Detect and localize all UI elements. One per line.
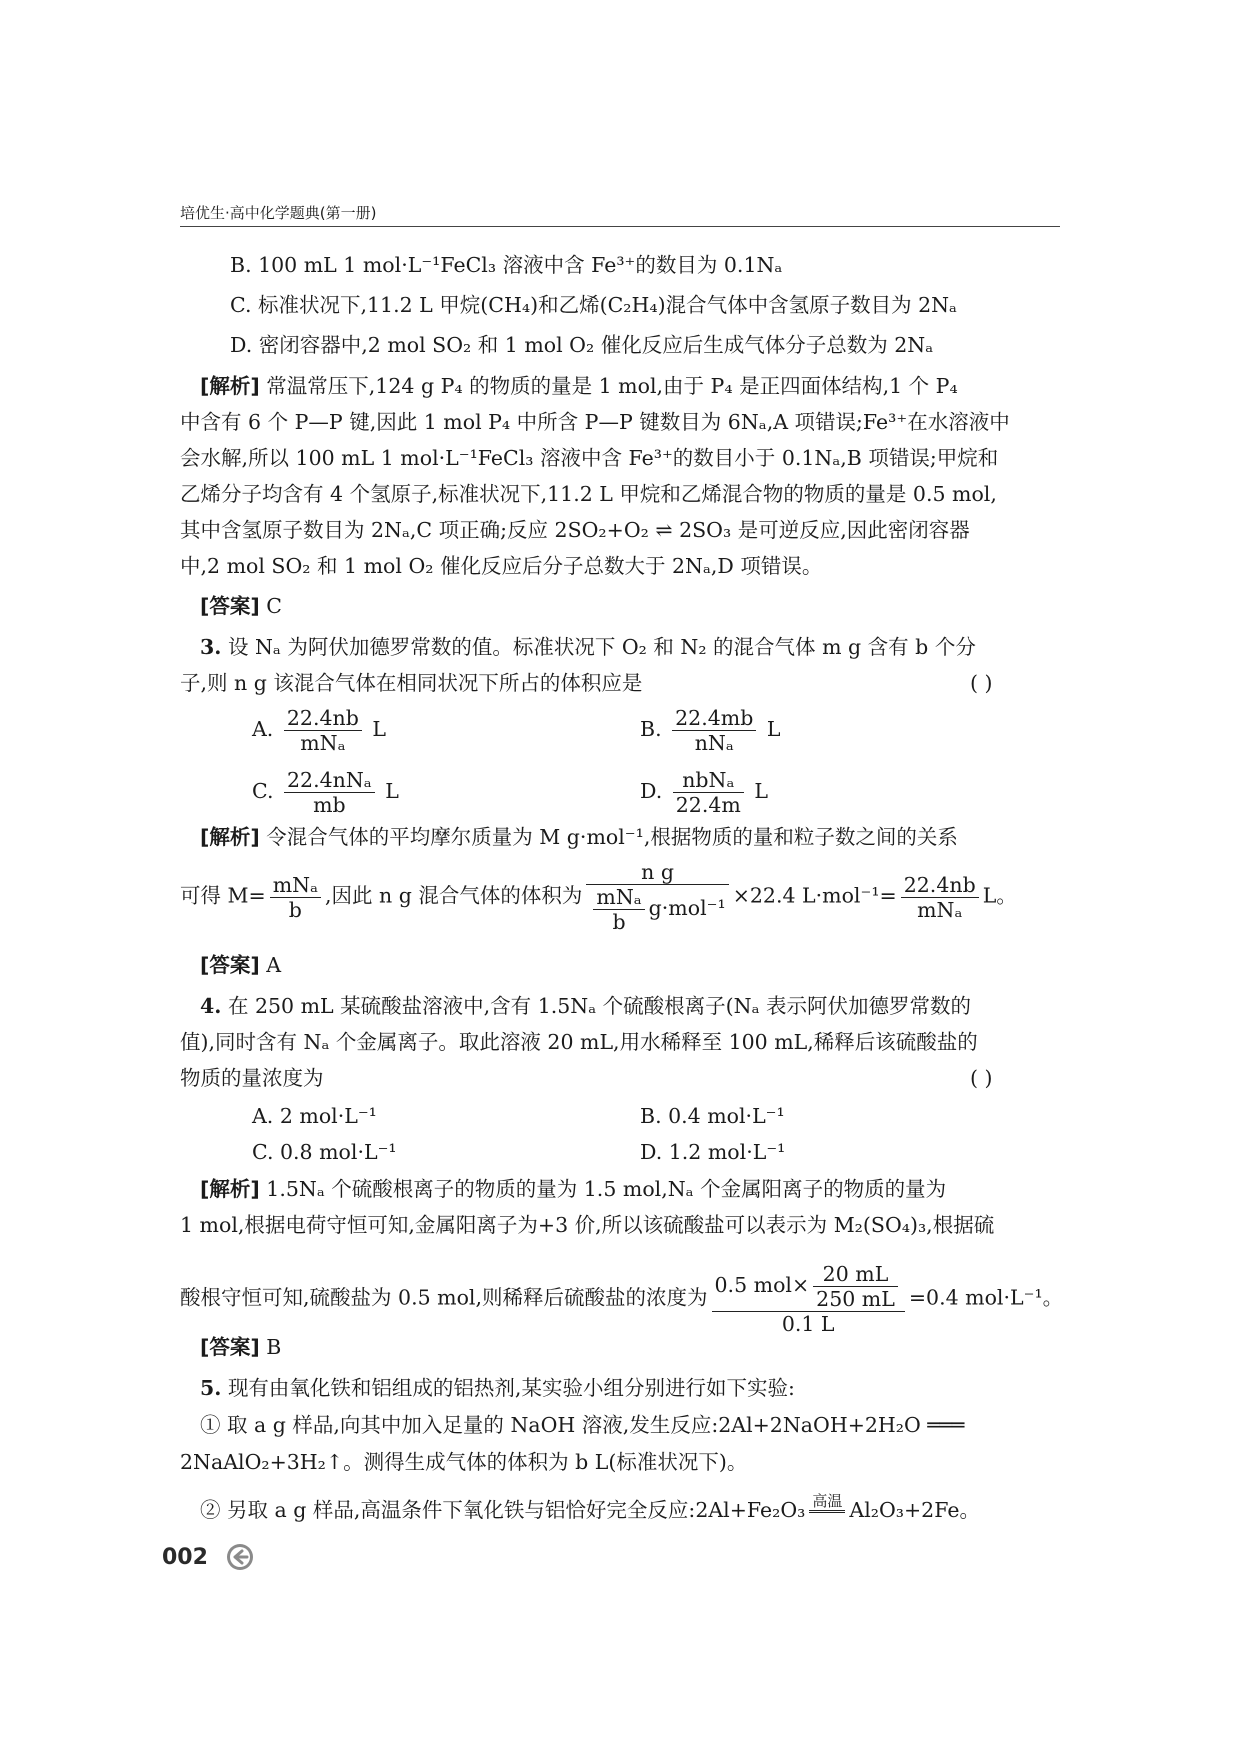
q4-option-a: A. 2 mol·L⁻¹ xyxy=(252,1104,377,1128)
reaction-condition xyxy=(809,1492,845,1531)
unit: g·mol⁻¹ xyxy=(648,896,726,920)
text: ×22.4 L·mol⁻¹= xyxy=(732,883,897,908)
denominator: b xyxy=(612,910,626,934)
option-label: C. xyxy=(252,779,274,803)
spacer xyxy=(809,1513,845,1531)
text: 可得 M= xyxy=(180,883,266,908)
condition-label: 高温 xyxy=(809,1492,845,1513)
fraction xyxy=(284,768,375,817)
q3-analysis-text: 令混合气体的平均摩尔质量为 M g·mol⁻¹,根据物质的量和粒子数之间的关系 xyxy=(266,825,958,849)
q5-stem xyxy=(200,1373,795,1403)
denominator: 0.1 L xyxy=(781,1312,835,1336)
inner-fraction xyxy=(593,885,644,934)
q5-step-1-line-2: 2NaAlO₂+3H₂↑。测得生成气体的体积为 b L(标准状况下)。 xyxy=(180,1450,748,1474)
q3-analysis-line-2 xyxy=(180,860,1017,934)
q5-number: 5. xyxy=(200,1376,222,1400)
unit: L xyxy=(754,779,769,803)
numerator: mNₐ xyxy=(593,885,644,910)
q3-option-b xyxy=(640,706,781,755)
complex-fraction xyxy=(586,860,728,934)
q2-answer-value: C xyxy=(266,594,282,618)
denominator: mNₐ xyxy=(917,897,963,922)
numerator: nbNₐ xyxy=(673,768,744,793)
q3-stem-text: 设 Nₐ 为阿伏加德罗常数的值。标准状况下 O₂ 和 N₂ 的混合气体 m g 含有 b 个分 xyxy=(227,635,976,659)
q3-option-c xyxy=(252,768,399,817)
q4-number: 4. xyxy=(200,994,222,1018)
answer-tag: [答案] xyxy=(200,1335,260,1359)
q2-analysis-line-1 xyxy=(200,371,958,401)
text: Al₂O₃+2Fe。 xyxy=(849,1498,980,1522)
text: 酸根守恒可知,硫酸盐为 0.5 mol,则稀释后硫酸盐的浓度为 xyxy=(180,1285,708,1310)
unit: L xyxy=(372,717,386,741)
q3-number: 3. xyxy=(200,635,222,659)
q4-answer-value: B xyxy=(266,1335,282,1359)
q4-stem-line-3: 物质的量浓度为 xyxy=(180,1066,324,1090)
text: =0.4 mol·L⁻¹。 xyxy=(908,1285,1064,1310)
fraction xyxy=(672,706,756,755)
denominator: mNₐ xyxy=(300,731,346,755)
numerator: 22.4nNₐ xyxy=(284,768,375,793)
fraction xyxy=(901,873,979,922)
q4-option-b: B. 0.4 mol·L⁻¹ xyxy=(640,1104,785,1128)
option-label: A. xyxy=(252,717,274,741)
q2-analysis-line-3: 会水解,所以 100 mL 1 mol·L⁻¹FeCl₃ 溶液中含 Fe³⁺的数目小于 0.1Nₐ,B 项错误;甲烷和 xyxy=(180,446,999,470)
numerator: 20 mL xyxy=(813,1262,898,1287)
text: 0.5 mol× xyxy=(714,1273,810,1297)
q2-analysis-line-4: 乙烯分子均含有 4 个氢原子,标准状况下,11.2 L 甲烷和乙烯混合物的物质的量是 0.5 mol, xyxy=(180,482,997,506)
q3-option-a xyxy=(252,706,386,755)
text: ② 另取 a g 样品,高温条件下氧化铁与铝恰好完全反应:2Al+Fe₂O₃ xyxy=(200,1498,806,1522)
q3-stem-line-1 xyxy=(200,632,976,662)
numerator xyxy=(712,1262,905,1312)
q4-stem-text: 在 250 mL 某硫酸盐溶液中,含有 1.5Nₐ 个硫酸根离子(Nₐ 表示阿伏加德罗常数的 xyxy=(227,994,972,1018)
q4-answer xyxy=(200,1332,281,1362)
numerator: 22.4mb xyxy=(672,706,756,731)
q3-stem-line-2: 子,则 n g 该混合气体在相同状况下所占的体积应是 xyxy=(180,671,643,695)
header-rule xyxy=(180,226,1060,227)
back-arrow-icon xyxy=(226,1543,254,1571)
q3-analysis-line-1 xyxy=(200,822,958,852)
unit: L xyxy=(766,717,781,741)
denominator: mb xyxy=(313,793,346,817)
answer-tag: [答案] xyxy=(200,953,260,977)
q5-step-1-line-1: ① 取 a g 样品,向其中加入足量的 NaOH 溶液,发生反应:2Al+2NaOH+2H₂O ═══ xyxy=(200,1413,965,1437)
numerator: 22.4nb xyxy=(901,873,979,898)
denominator: 22.4m xyxy=(675,793,741,817)
q5-step-2 xyxy=(200,1492,980,1531)
q4-stem-line-2: 值),同时含有 Nₐ 个金属离子。取此溶液 20 mL,用水稀释至 100 mL,稀释后该硫酸盐的 xyxy=(180,1030,978,1054)
option-label: D. xyxy=(640,779,663,803)
numerator: n g xyxy=(586,860,728,885)
option-label: B. xyxy=(640,717,662,741)
q2-analysis-line-2: 中含有 6 个 P—P 键,因此 1 mol P₄ 中所含 P—P 键数目为 6Nₐ,A 项错误;Fe³⁺在水溶液中 xyxy=(180,410,1010,434)
q4-answer-bracket: ( ) xyxy=(970,1066,993,1090)
q3-answer-bracket: ( ) xyxy=(970,671,993,695)
q4-analysis-line-2: 1 mol,根据电荷守恒可知,金属阳离子为+3 价,所以该硫酸盐可以表示为 M₂(SO₄)₃,根据硫 xyxy=(180,1213,995,1237)
q2-option-c: C. 标准状况下,11.2 L 甲烷(CH₄)和乙烯(C₂H₄)混合气体中含氢原子数目为 2Nₐ xyxy=(230,293,957,317)
text: L。 xyxy=(982,883,1017,908)
q2-analysis-text: 常温常压下,124 g P₄ 的物质的量是 1 mol,由于 P₄ 是正四面体结构,1 个 P₄ xyxy=(266,374,958,398)
analysis-tag: [解析] xyxy=(200,825,260,849)
numerator: mNₐ xyxy=(270,873,321,898)
text: ,因此 n g 混合气体的体积为 xyxy=(324,883,583,908)
running-header: 培优生·高中化学题典(第一册) xyxy=(180,204,377,222)
answer-tag: [答案] xyxy=(200,594,260,618)
q4-analysis-line-1 xyxy=(200,1174,946,1204)
q4-analysis-text: 1.5Nₐ 个硫酸根离子的物质的量为 1.5 mol,Nₐ 个金属阳离子的物质的量为 xyxy=(266,1177,947,1201)
q4-analysis-line-3 xyxy=(180,1262,1063,1336)
analysis-tag: [解析] xyxy=(200,1177,260,1201)
denominator: nNₐ xyxy=(694,731,734,755)
q2-option-b: B. 100 mL 1 mol·L⁻¹FeCl₃ 溶液中含 Fe³⁺的数目为 0.1Nₐ xyxy=(230,253,783,277)
q2-answer xyxy=(200,591,282,621)
q3-answer xyxy=(200,950,281,980)
q2-option-d: D. 密闭容器中,2 mol SO₂ 和 1 mol O₂ 催化反应后生成气体分子总数为 2Nₐ xyxy=(230,333,934,357)
q4-option-d: D. 1.2 mol·L⁻¹ xyxy=(640,1140,786,1164)
q3-option-d xyxy=(640,768,768,817)
analysis-tag: [解析] xyxy=(200,374,260,398)
q4-option-c: C. 0.8 mol·L⁻¹ xyxy=(252,1140,397,1164)
numerator: 22.4nb xyxy=(284,706,362,731)
q4-stem-line-1 xyxy=(200,991,971,1021)
unit: L xyxy=(385,779,399,803)
q2-analysis-line-5: 其中含氢原子数目为 2Nₐ,C 项正确;反应 2SO₂+O₂ ⇌ 2SO₃ 是可逆反应,因此密闭容器 xyxy=(180,518,970,542)
inner-fraction xyxy=(813,1262,898,1311)
q2-analysis-line-6: 中,2 mol SO₂ 和 1 mol O₂ 催化反应后分子总数大于 2Nₐ,D 项错误。 xyxy=(180,554,823,578)
q3-answer-value: A xyxy=(266,953,282,977)
page-number: 002 xyxy=(162,1545,208,1570)
q5-stem-text: 现有由氧化铁和铝组成的铝热剂,某实验小组分别进行如下实验: xyxy=(227,1376,795,1400)
fraction xyxy=(673,768,744,817)
denominator: b xyxy=(288,897,302,922)
denominator xyxy=(586,885,728,934)
fraction xyxy=(270,873,321,922)
fraction xyxy=(284,706,362,755)
complex-fraction xyxy=(712,1262,905,1336)
denominator: 250 mL xyxy=(816,1287,895,1311)
